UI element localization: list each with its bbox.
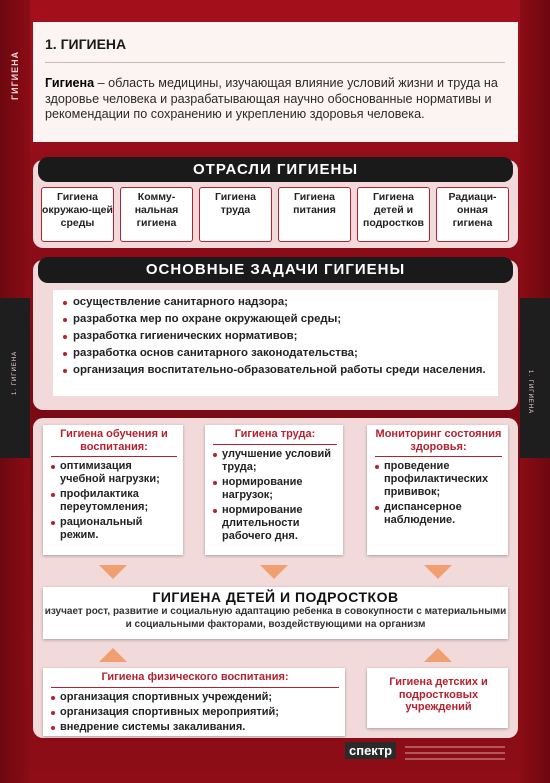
physical-title: Гигиена физического воспитания: [51,671,339,688]
branch-card: Гигиена труда [199,187,272,242]
definition-panel [33,22,518,142]
labor-item: улучшение условий труда; [213,448,337,474]
branch-card: Гигиена детей и подростков [357,187,430,242]
labor-item: нормирование длительности рабочего дня. [213,504,337,543]
arrow-up-icon [424,648,452,662]
children-hygiene-box [43,587,508,639]
task-item: разработка мер по охране окружающей среды; [61,311,498,328]
monitoring-item: проведение профилактических прививок; [375,460,502,499]
labor-list [213,448,337,543]
monitoring-box [367,425,508,555]
tasks-list-box [53,290,498,396]
branch-card: Комму-нальная гигиена [120,187,193,242]
monitoring-item: диспансерное наблюдение. [375,501,502,527]
education-item: рациональный режим. [51,516,177,542]
task-item: разработка гигиенических нормативов; [61,328,498,345]
task-item: разработка основ санитарного законодательства; [61,345,498,362]
arrow-down-icon [99,565,127,579]
labor-hygiene-box [205,425,343,555]
education-item: профилактика переутомления; [51,488,177,514]
tasks-heading: ОСНОВНЫЕ ЗАДАЧИ ГИГИЕНЫ [38,257,513,283]
publisher-footer [345,740,520,778]
arrow-up-icon [99,648,127,662]
task-item: организация воспитательно-образовательной работы среди населения. [61,362,498,379]
branches-heading: ОТРАСЛИ ГИГИЕНЫ [38,157,513,182]
definition-body: – область медицины, изучающая влияние условий жизни и труда на здоровье человека и разрабатывающая научно обоснованные нормативы и рекомендации по сохранению и укреплению здоровья человека. [45,76,498,121]
monitoring-title: Мониторинг состояния здоровья: [375,428,502,457]
physical-list [51,691,339,734]
education-item: оптимизация учебной нагрузки; [51,460,177,486]
side-title: ГИГИЕНА [10,50,20,100]
publisher-logo: спектр [345,742,396,759]
right-dark-band [520,298,550,458]
footer-fine-print [405,746,505,764]
physical-education-box [43,668,345,736]
title-divider [45,62,505,63]
monitoring-list [375,460,502,527]
branch-card: Гигиена окружаю-щей среды [41,187,114,242]
labor-title: Гигиена труда: [213,428,337,445]
arrow-down-icon [260,565,288,579]
education-list [51,460,177,542]
page-title: 1. ГИГИЕНА [45,36,127,52]
tasks-list [53,290,498,379]
side-label-right: 1. ГИГИЕНА [527,370,533,415]
physical-item: организация спортивных мероприятий; [51,706,339,719]
education-hygiene-box [43,425,183,555]
branch-card: Гигиена питания [278,187,351,242]
institutions-box [367,668,508,728]
arrow-down-icon [424,565,452,579]
definition-text [45,76,510,123]
labor-item: нормирование нагрузок; [213,476,337,502]
education-title: Гигиена обучения и воспитания: [51,428,177,457]
physical-item: организация спортивных учреждений; [51,691,339,704]
branch-card: Радиаци-онная гигиена [436,187,509,242]
children-hygiene-text: изучает рост, развитие и социальную адаптацию ребенка в совокупности с материальными и социальными факторами, воздействующими на организм [44,606,507,630]
definition-term: Гигиена [45,76,95,90]
physical-item: внедрение системы закаливания. [51,721,339,734]
institutions-title: Гигиена детских и подростковых учреждений [389,676,488,713]
side-label-left: 1. ГИГИЕНА [12,350,18,395]
task-item: осуществление санитарного надзора; [61,294,498,311]
children-hygiene-title: ГИГИЕНА ДЕТЕЙ И ПОДРОСТКОВ [152,589,399,605]
